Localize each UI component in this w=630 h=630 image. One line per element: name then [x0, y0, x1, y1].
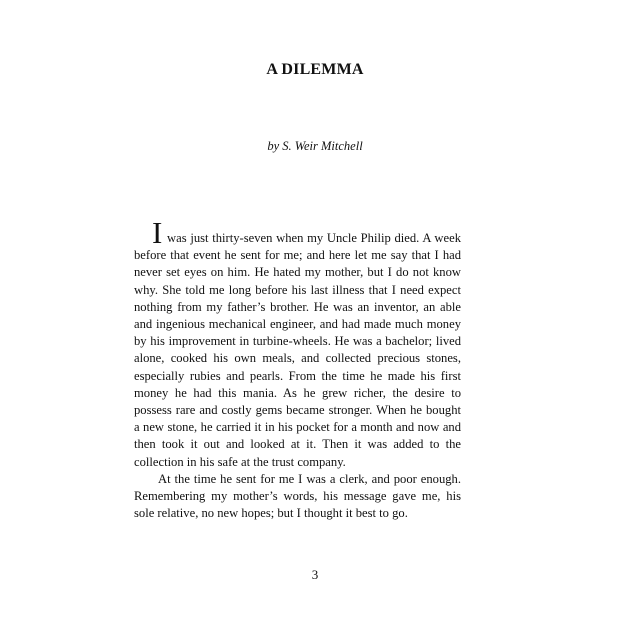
paragraph-2: At the time he sent for me I was a clerk, and poor enough. Remembering my mother’s words, his message gave me, his sole relative, no new hopes; but I thought it best to go.: [134, 471, 461, 521]
body-text: [134, 215, 461, 522]
author-byline: by S. Weir Mitchell: [267, 139, 363, 153]
drop-cap: I: [152, 215, 163, 250]
page-number: 3: [311, 567, 319, 582]
paragraph-1: [134, 215, 461, 471]
chapter-title: A DILEMMA: [266, 61, 364, 78]
paragraph-1-text: was just thirty-seven when my Uncle Philip died. A week before that event he sent for me; and here let me say that I had never set eyes on him. He hated my mother, but I do not know why. She told me long before his last illness that I need expect nothing from my father’s brother. He was an inventor, an able and ingenious mechanical engineer, and had made much money by his improvement in turbine-wheels. He was a bachelor; lived alone, cooked his own meals, and collected precious stones, especially rubies and pearls. From the time he made his first money he had this mania. As he grew richer, the desire to possess rare and costly gems became stronger. When he bought a new stone, he carried it in his pocket for a month and now and then took it out and looked at it. Then it was added to the collection in his safe at the trust company.: [134, 231, 461, 469]
